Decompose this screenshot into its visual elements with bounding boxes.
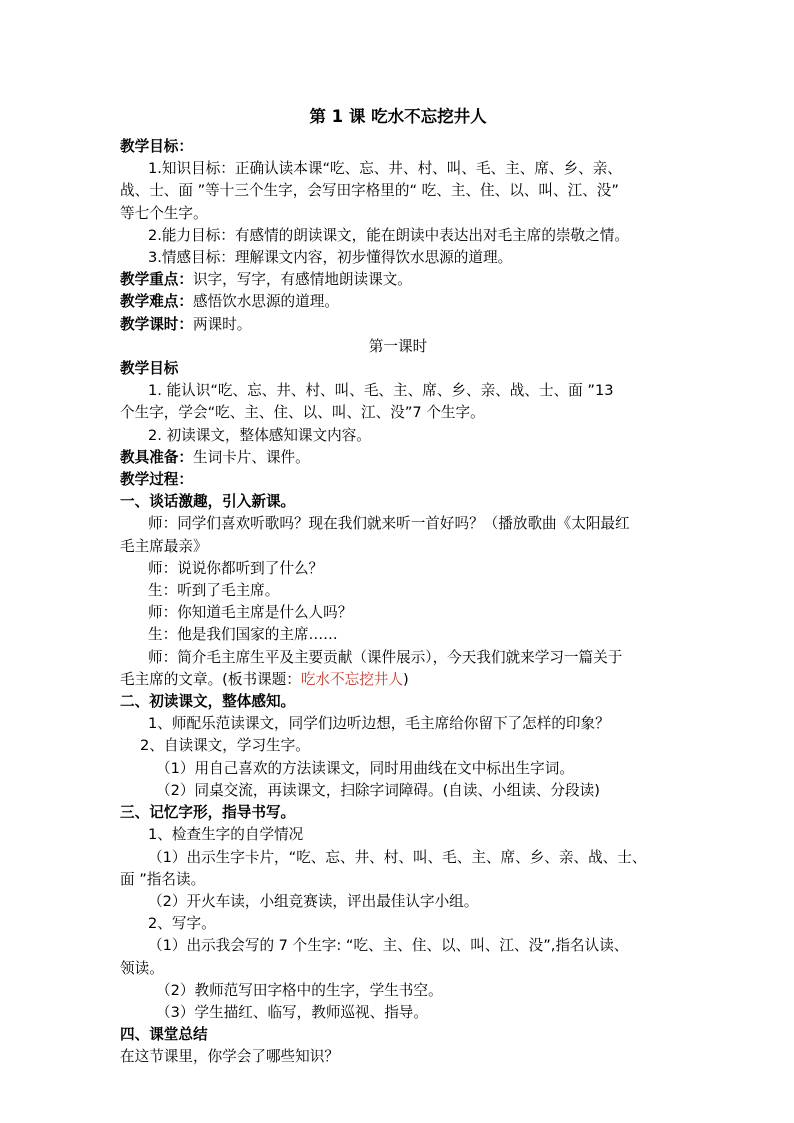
- difficult-points-text: 感悟饮水思源的道理。: [192, 293, 339, 311]
- section-3-para-5-line-2: 领读。: [120, 959, 164, 977]
- teaching-aids: [120, 447, 676, 469]
- process-heading: 教学过程：: [120, 471, 193, 489]
- teaching-aids-label: 教具准备：: [120, 448, 193, 466]
- goal-1-line-2: 战、士、面 ”等十三个生字，会写田字格里的“ 吃、主、住、以、叫、江、没”: [120, 182, 619, 200]
- page-title: 第 1 课 吃水不忘挖井人: [309, 107, 487, 126]
- board-title-prefix: 毛主席的文章。(板书课题：: [120, 670, 301, 688]
- goal-1-line-1: 1.知识目标：正确认读本课“吃、忘、井、村、叫、毛、主、席、乡、亲、: [148, 160, 622, 178]
- section-4-heading: 四、课堂总结: [120, 1026, 208, 1044]
- section-2-para-1: 1、师配乐范读课文，同学们边听边想，毛主席给你留下了怎样的印象？: [148, 715, 610, 733]
- key-points: [120, 269, 676, 291]
- teaching-hours: [120, 314, 676, 336]
- section-3-para-6: （2）教师范写田字格中的生字，学生书空。: [156, 981, 443, 999]
- lesson-1-goal-1-line-2: 个生字，学会“吃、主、住、以、叫、江、没”7 个生字。: [120, 404, 485, 422]
- lesson-1-goals-heading: 教学目标: [120, 360, 179, 378]
- section-3-heading: 三、记忆字形，指导书写。: [120, 804, 296, 822]
- difficult-points: [120, 291, 676, 313]
- section-3-para-7: （3）学生描红、临写，教师巡视、指导。: [156, 1003, 428, 1021]
- goal-1-line-3: 等七个生字。: [120, 204, 208, 222]
- section-3-para-1: 1、检查生字的自学情况: [148, 826, 304, 844]
- difficult-points-label: 教学难点：: [120, 293, 193, 311]
- section-3-para-2-line-1: （1）出示生字卡片，“吃、忘、井、村、叫、毛、主、席、乡、亲、战、士、: [148, 848, 647, 866]
- section-3-para-4: 2、写字。: [148, 915, 216, 933]
- section-2-para-3: （1）用自己喜欢的方法读课文，同时用曲线在文中标出生字词。: [156, 759, 574, 777]
- teaching-aids-text: 生词卡片、课件。: [192, 448, 310, 466]
- lesson-1-goal-1-line-1: 1. 能认识“吃、忘、井、村、叫、毛、主、席、乡、亲、战、士、面 ”13: [148, 382, 614, 400]
- board-title-text: 吃水不忘挖井人: [300, 670, 403, 688]
- section-3-para-5-line-1: （1）出示我会写的 7 个生字: “吃、主、住、以、叫、江、没”,指名认读、: [148, 937, 629, 955]
- lesson-1-heading: 第一课时: [368, 337, 428, 355]
- document-page: [120, 104, 676, 1069]
- key-points-label: 教学重点：: [120, 271, 193, 289]
- section-1-para-3: 生：听到了毛主席。: [148, 582, 280, 600]
- section-3-para-2-line-2: 面 ”指名读。: [120, 870, 206, 888]
- lesson-1-goal-2: 2. 初读课文，整体感知课文内容。: [148, 426, 371, 444]
- section-1-para-6-line-1: 师：简介毛主席生平及主要贡献（课件展示），今天我们就来学习一篇关于: [148, 648, 623, 666]
- section-4-para-1: 在这节课里，你学会了哪些知识？: [120, 1048, 339, 1066]
- teaching-hours-text: 两课时。: [192, 315, 252, 333]
- board-title-suffix: ): [403, 670, 409, 688]
- section-2-para-2: 2、自读课文，学习生字。: [140, 737, 310, 755]
- goal-3: 3.情感目标：理解课文内容，初步懂得饮水思源的道理。: [148, 249, 513, 267]
- section-1-heading: 一、谈话激趣，引入新课。: [120, 493, 296, 511]
- section-2-heading: 二、初读课文，整体感知。: [120, 693, 296, 711]
- section-1-para-4: 师：你知道毛主席是什么人吗？: [148, 604, 353, 622]
- section-1-para-1-line-2: 毛主席最亲》: [120, 537, 208, 555]
- section-3-para-3: （2）开火车读，小组竞赛读，评出最佳认字小组。: [148, 892, 479, 910]
- section-1-para-6-line-2: [120, 669, 676, 691]
- teaching-hours-label: 教学课时：: [120, 315, 193, 333]
- section-2-para-4: （2）同桌交流，再读课文，扫除字词障碍。(自读、小组读、分段读): [156, 781, 600, 799]
- goals-heading: 教学目标：: [120, 138, 193, 155]
- goal-2: 2.能力目标：有感情的朗读课文，能在朗读中表达出对毛主席的崇敬之情。: [148, 226, 629, 244]
- section-1-para-2: 师：说说你都听到了什么？: [148, 559, 324, 577]
- section-1-para-1-line-1: 师：同学们喜欢听歌吗？现在我们就来听一首好吗？（播放歌曲《太阳最红: [148, 515, 630, 533]
- key-points-text: 识字，写字，有感情地朗读课文。: [192, 271, 412, 289]
- section-1-para-5: 生：他是我们国家的主席……: [148, 626, 338, 644]
